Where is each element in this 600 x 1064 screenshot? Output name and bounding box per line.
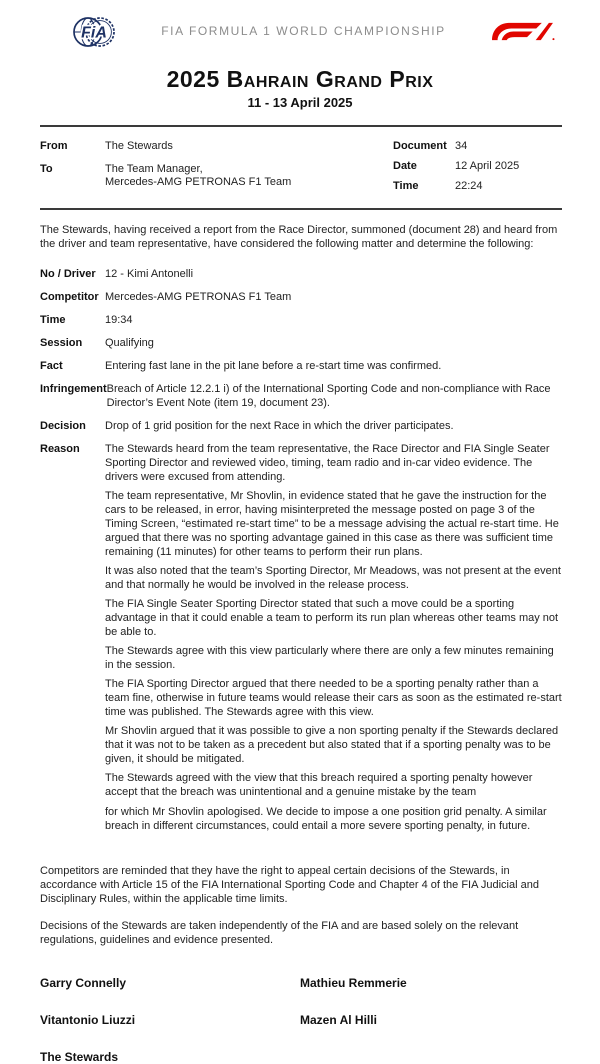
date-label: Date (393, 160, 417, 172)
event-dates: 11 - 13 April 2025 (247, 95, 353, 110)
detail-row-infringement (40, 382, 562, 410)
details-section (40, 267, 562, 833)
detail-label: Fact (40, 360, 63, 372)
detail-label: Competitor (40, 291, 99, 303)
detail-row-fact (40, 359, 562, 373)
detail-value: 19:34 (105, 314, 133, 326)
detail-value: 12 - Kimi Antonelli (105, 268, 194, 280)
meta-row-document (393, 136, 562, 156)
meta-row-to (40, 163, 393, 189)
svg-text:FiA: FiA (81, 24, 107, 42)
detail-row-time (40, 313, 562, 327)
detail-label: Infringement (40, 383, 107, 395)
to-line-2: Mercedes-AMG PETRONAS F1 Team (105, 176, 292, 188)
detail-value: Entering fast lane in the pit lane before a re-start time was confirmed. (105, 360, 442, 372)
detail-label: No / Driver (40, 268, 96, 280)
detail-value: Mercedes-AMG PETRONAS F1 Team (105, 291, 292, 303)
closing-paragraph-independence: Decisions of the Stewards are taken independently of the FIA and are based solely on the relevant regulations, guidelines and evidence presented. (40, 920, 519, 946)
detail-value: Breach of Article 12.2.1 i) of the International Sporting Code and non-compliance with Race Director’s Event Note (item 19, document 23). (106, 383, 551, 409)
signature-row (40, 976, 562, 990)
document-body (0, 223, 600, 947)
detail-value: Qualifying (105, 337, 154, 349)
detail-row-session (40, 336, 562, 350)
detail-label: Session (40, 337, 83, 349)
fia-logo-icon (72, 10, 116, 54)
reason-paragraph: The Stewards agree with this view particularly where there are only a few minutes remaining in the session. (105, 645, 554, 671)
detail-row-competitor (40, 290, 562, 304)
reason-paragraph: for which Mr Shovlin apologised. We decide to impose a one position grid penalty. A similar breach in different circumstances, could entail a more severe sporting penalty, in future. (105, 806, 547, 832)
detail-label: Decision (40, 420, 86, 432)
from-value: The Stewards (105, 140, 173, 152)
document-header (0, 0, 600, 54)
signature-name: Vitantonio Liuzzi (40, 1013, 136, 1027)
signature-name: Garry Connelly (40, 976, 127, 990)
title-block (0, 66, 600, 110)
signature-name: Mazen Al Hilli (300, 1013, 377, 1027)
detail-value: Drop of 1 grid position for the next Race in which the driver participates. (105, 420, 454, 432)
meta-table (0, 127, 600, 208)
reason-paragraph: The Stewards heard from the team representative, the Race Director and FIA Single Seater Sporting Director and reviewed video, timing, team radio and in-car video evidence. The drivers were excused from attending. (105, 443, 550, 483)
closing-section (40, 864, 562, 947)
meta-row-time (393, 176, 562, 196)
reason-paragraph: It was also noted that the team’s Sporting Director, Mr Meadows, was not present at the event and that normally he would be involved in the release process. (105, 565, 561, 591)
time-label: Time (393, 180, 419, 192)
meta-right-column (393, 136, 562, 196)
intro-paragraph: The Stewards, having received a report from the Race Director, summoned (document 28) and heard from the driver and team representative, have considered the following matter and determine the following: (40, 224, 558, 250)
reason-paragraph: The Stewards agreed with the view that this breach required a sporting penalty however accept that the breach was unintentional and a genuine mistake by the team (105, 772, 533, 798)
from-label: From (40, 140, 68, 152)
reason-paragraph: Mr Shovlin argued that it was possible to give a non sporting penalty if the Stewards declared that it was not to be taken as a precedent but also stated that if a sporting penalty was to be given, it should be mitigated. (105, 725, 559, 765)
to-value (105, 163, 291, 189)
document-value: 34 (455, 140, 468, 152)
detail-label: Time (40, 314, 66, 326)
stewards-footer: The Stewards (40, 1050, 119, 1064)
signatures-section (0, 976, 600, 1064)
detail-label: Reason (40, 443, 80, 455)
detail-row-decision (40, 419, 562, 433)
event-title: 2025 Bahrain Grand Prix (166, 66, 434, 92)
time-value: 22:24 (455, 180, 483, 192)
reason-paragraph: The FIA Sporting Director argued that there needed to be a sporting penalty rather than a team fine, otherwise in future teams would release their cars as soon as the estimated re-start time was published. The Stewards agree with this view. (105, 678, 562, 718)
closing-paragraph-appeal: Competitors are reminded that they have the right to appeal certain decisions of the Stewards, in accordance with Article 15 of the FIA International Sporting Code and Chapter 4 of the FIA Judicial and Disciplinary Rules, within the applicable time limits. (40, 865, 539, 905)
detail-row-reason (40, 442, 562, 833)
document-label: Document (393, 140, 447, 152)
meta-row-date (393, 156, 562, 176)
to-label: To (40, 163, 53, 175)
signature-row (40, 1013, 562, 1027)
reason-paragraph: The team representative, Mr Shovlin, in evidence stated that he gave the instruction for the cars to be released, in error, having misinterpreted the message posted on page 3 of the Timing Screen, “estimated re-start time” to be a message advising the actual re-start time. He argued that there was no sporting advantage gained in this case as there was sufficient time remaining (11 minutes) for other teams to perform their run plans. (105, 490, 559, 558)
signature-name: Mathieu Remmerie (300, 976, 407, 990)
detail-row-no-driver (40, 267, 562, 281)
f1-logo-icon (491, 18, 555, 44)
to-line-1: The Team Manager, (105, 163, 203, 175)
divider-meta-bottom (40, 208, 562, 210)
date-value: 12 April 2025 (455, 160, 520, 172)
meta-left-column (40, 136, 393, 196)
reason-paragraph: The FIA Single Seater Sporting Director stated that such a move could be a sporting advantage in that it could enable a team to perform its run plan whereas other teams may not be able to. (105, 598, 559, 638)
meta-row-from (40, 136, 393, 156)
reason-paragraphs (105, 442, 562, 833)
championship-title: FIA FORMULA 1 WORLD CHAMPIONSHIP (161, 24, 446, 38)
